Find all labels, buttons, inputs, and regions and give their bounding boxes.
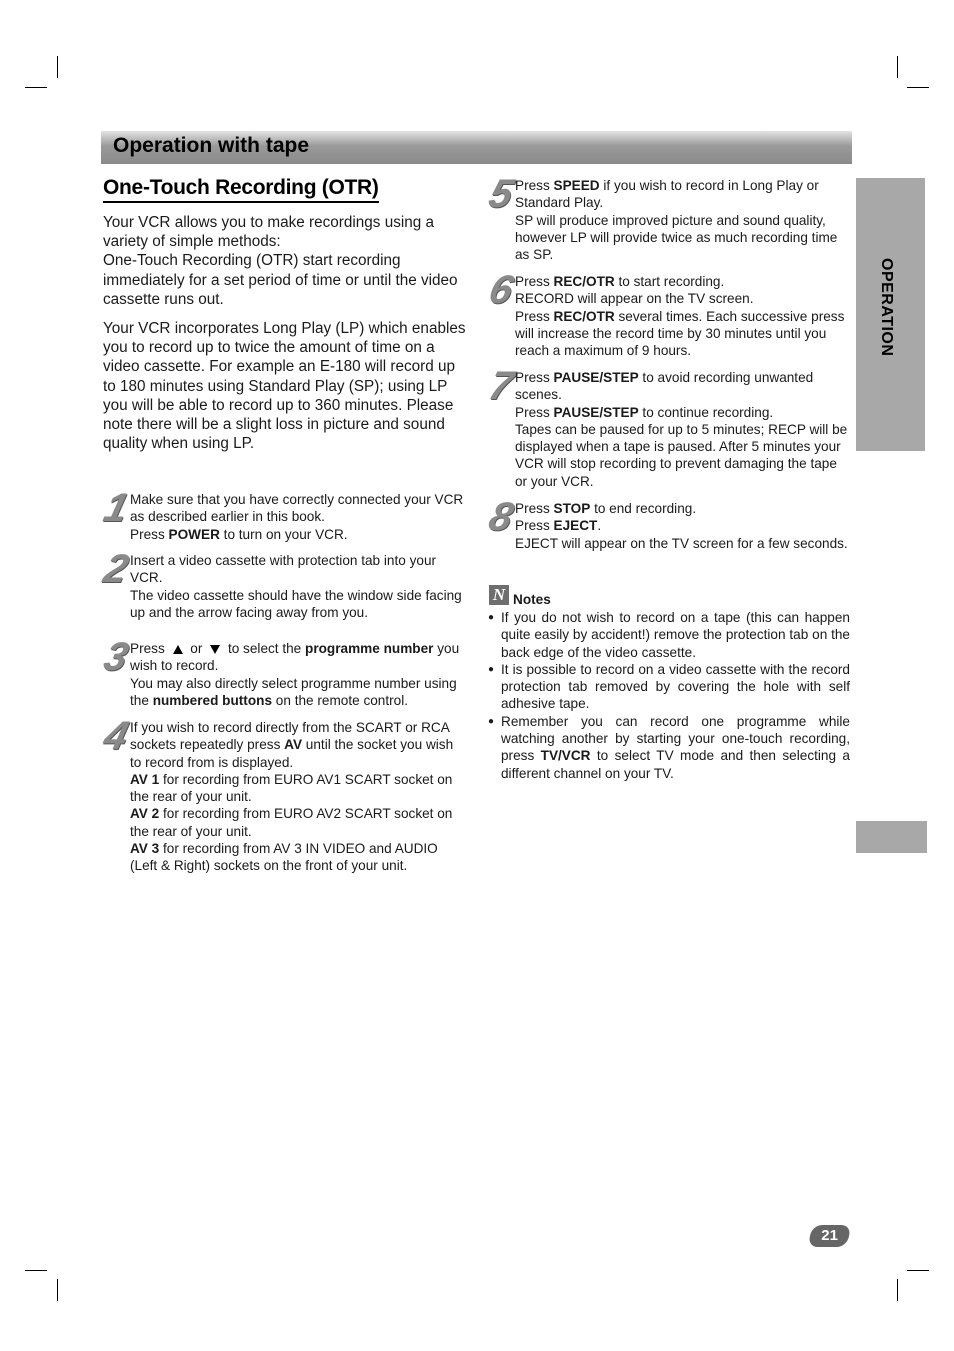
crop-mark xyxy=(897,1279,898,1301)
text-run: to turn on your VCR. xyxy=(219,526,348,542)
arrow-up-icon xyxy=(173,645,183,654)
step-line xyxy=(130,675,465,710)
step-text xyxy=(515,369,850,490)
note-item xyxy=(488,609,850,661)
text-run: Press xyxy=(515,274,554,289)
bold-term: AV xyxy=(284,737,303,753)
step-text xyxy=(515,177,850,263)
intro-paragraph xyxy=(103,319,468,453)
step-line xyxy=(515,369,850,404)
side-block xyxy=(856,821,927,853)
step-text xyxy=(515,500,850,552)
crop-mark xyxy=(25,87,47,88)
step-line xyxy=(515,273,850,290)
step-number: 5 xyxy=(484,172,518,216)
chapter-banner xyxy=(101,131,852,164)
text-run: if you wish to record in Long Play or Standard Play. xyxy=(515,178,819,211)
step-text xyxy=(515,273,850,359)
step-line xyxy=(130,719,465,771)
text-run: Insert a video cassette with protection tab into your VCR. xyxy=(130,553,437,586)
step-text xyxy=(130,491,465,543)
text-run: If you wish to record directly from the SCART or RCA sockets repeatedly press xyxy=(130,720,450,753)
step-line xyxy=(130,526,465,543)
text-run: Remember you can record one programme while watching another by starting your one-touch recording, press xyxy=(501,713,850,764)
page-number: 21 xyxy=(821,1227,838,1244)
step-line xyxy=(130,840,465,875)
side-tab-label: OPERATION xyxy=(878,258,895,357)
step-line xyxy=(515,404,850,421)
text-run: to end recording. xyxy=(590,501,697,516)
bold-term: AV 1 xyxy=(130,771,160,787)
crop-mark xyxy=(907,87,929,88)
text-run: Tapes can be paused for up to 5 minutes; RECP will be displayed when a tape is paused. After 5 minutes your VCR will stop recording to prevent damaging the tape or your VCR. xyxy=(515,421,848,489)
step-line xyxy=(515,421,850,490)
text-run: on the remote control. xyxy=(272,692,409,708)
text-run: to select TV mode and then selecting a different channel on your TV. xyxy=(501,748,850,781)
notes-title: Notes xyxy=(513,592,551,607)
step-number: 8 xyxy=(484,495,518,539)
step-number: 3 xyxy=(99,635,133,679)
text-run: You may also directly select programme number using the xyxy=(130,675,457,708)
step-line xyxy=(515,177,850,212)
text-run: RECORD will appear on the TV screen. xyxy=(515,291,754,307)
text-run: Press xyxy=(515,308,554,324)
crop-mark xyxy=(907,1270,929,1271)
step-number: 2 xyxy=(99,547,133,591)
intro-paragraph xyxy=(103,213,468,309)
text-run: for recording from EURO AV2 SCART socket on the rear of your unit. xyxy=(130,806,453,839)
text-run: to continue recording. xyxy=(638,404,774,420)
note-item xyxy=(488,661,850,713)
crop-mark xyxy=(57,1279,58,1301)
step-number: 4 xyxy=(99,714,133,758)
text-run: Press xyxy=(130,641,169,656)
step-line xyxy=(515,517,850,534)
bold-term: AV 2 xyxy=(130,806,160,822)
step-line xyxy=(515,500,850,517)
text-run: for recording from AV 3 IN VIDEO and AUDIO (Left & Right) sockets on the front of your unit. xyxy=(130,841,438,874)
step-line xyxy=(130,640,465,675)
text-run: or xyxy=(186,641,207,656)
intro-text: Your VCR incorporates Long Play (LP) which enables you to record up to twice the amount of time on a video cassette. For example an E-180 will record up to 180 minutes using Standard Play (SP); using LP you will be able to record up to 360 minutes. Please note there will be a slight loss in picture and sound quality when using LP. xyxy=(103,320,466,453)
text-run: SP will produce improved picture and sound quality, however LP will provide twice as much recording time as SP. xyxy=(515,212,838,263)
crop-mark xyxy=(25,1270,47,1271)
text-run: Press xyxy=(515,178,554,193)
notes-icon: N xyxy=(489,585,509,605)
text-run: It is possible to record on a video cassette with the record protection tab removed by covering the hole with self adhesive tape. xyxy=(501,661,850,712)
text-run: If you do not wish to record on a tape (this can happen quite easily by accident!) remove the protection tab on the back edge of the video cassette. xyxy=(501,610,850,660)
crop-mark xyxy=(57,56,58,78)
note-item xyxy=(488,713,850,782)
section-title: One-Touch Recording (OTR) xyxy=(103,176,379,203)
bold-term: numbered buttons xyxy=(152,692,273,708)
step-text xyxy=(130,640,465,709)
text-run: to avoid recording unwanted scenes. xyxy=(515,370,814,403)
text-run: Press xyxy=(515,518,554,534)
text-run: for recording from EURO AV1 SCART socket on the rear of your unit. xyxy=(130,771,453,805)
step-line xyxy=(130,805,465,840)
text-run: to select the xyxy=(224,641,306,656)
bold-term: EJECT xyxy=(553,518,598,534)
bold-term: programme number xyxy=(305,641,434,656)
text-run: The video cassette should have the window side facing up and the arrow facing away from you. xyxy=(130,587,462,620)
text-run: until the socket you wish to record from is displayed. xyxy=(130,737,454,770)
step-line xyxy=(515,535,850,552)
text-run: Make sure that you have correctly connected your VCR as described earlier in this book. xyxy=(130,492,464,525)
step-line xyxy=(515,308,850,360)
step-line xyxy=(130,552,465,587)
bold-term: AV 3 xyxy=(130,841,160,857)
bold-term: STOP xyxy=(553,501,591,516)
text-run: Press xyxy=(515,404,554,420)
bold-term: SPEED xyxy=(553,178,600,193)
text-run: several times. Each successive press will increase the record time by 30 minutes until you reach a maximum of 9 hours. xyxy=(515,308,845,359)
text-run: you wish to record. xyxy=(130,641,460,674)
step-number: 6 xyxy=(484,268,518,312)
bold-term: REC/OTR xyxy=(553,308,615,324)
notes-list xyxy=(488,609,850,782)
step-text xyxy=(130,719,465,875)
step-line xyxy=(515,290,850,307)
step-line xyxy=(130,771,465,806)
bold-term: PAUSE/STEP xyxy=(553,370,639,385)
bold-term: TV/VCR xyxy=(540,748,591,764)
text-run: Press xyxy=(130,526,169,542)
crop-mark xyxy=(897,56,898,78)
step-text xyxy=(130,552,465,621)
bold-term: REC/OTR xyxy=(553,274,615,289)
text-run: EJECT will appear on the TV screen for a few seconds. xyxy=(515,535,848,551)
text-run: to start recording. xyxy=(614,274,725,289)
bold-term: POWER xyxy=(168,526,220,542)
intro-text: One-Touch Recording (OTR) start recording immediately for a set period of time or until the video cassette runs out. xyxy=(103,252,458,308)
step-line xyxy=(130,491,465,526)
step-number: 7 xyxy=(484,364,518,408)
page-number-badge xyxy=(808,1225,852,1247)
arrow-down-icon xyxy=(210,645,220,654)
step-number: 1 xyxy=(99,486,133,530)
text-run: Press xyxy=(515,370,554,385)
chapter-title: Operation with tape xyxy=(113,134,310,157)
step-line xyxy=(130,587,465,622)
bold-term: PAUSE/STEP xyxy=(553,404,639,420)
step-line xyxy=(515,212,850,264)
intro-text: Your VCR allows you to make recordings using a variety of simple methods: xyxy=(103,214,435,251)
side-tab xyxy=(856,178,925,451)
text-run: Press xyxy=(515,501,554,516)
text-run: . xyxy=(597,518,602,534)
